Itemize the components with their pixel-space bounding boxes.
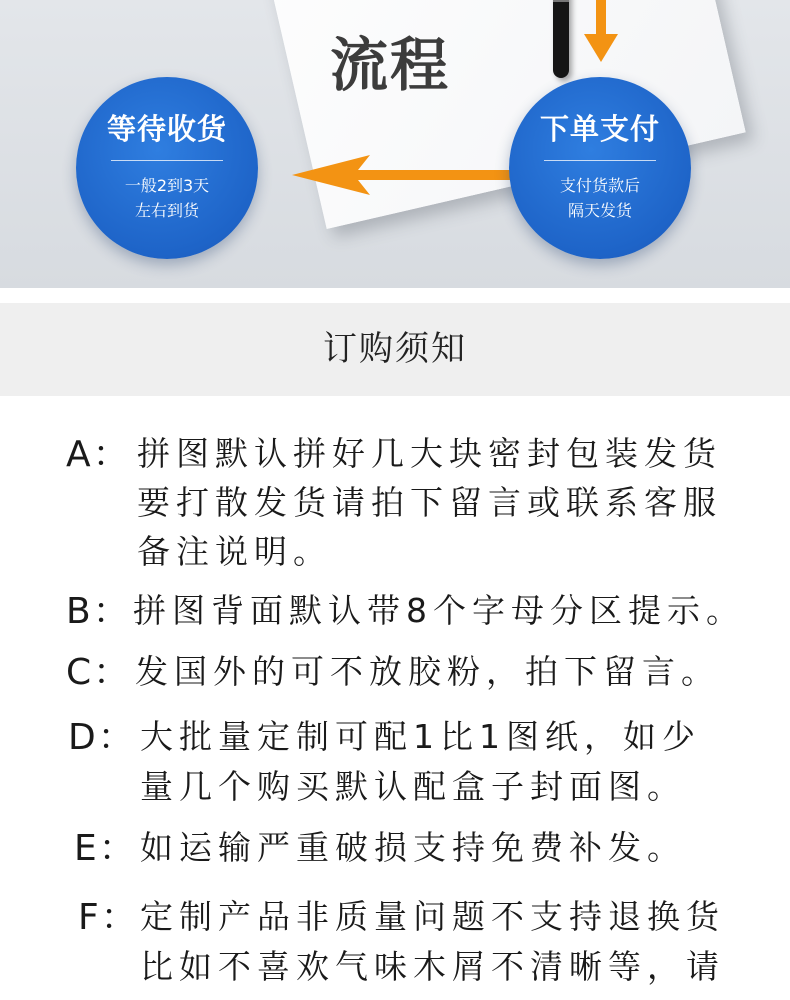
- step-title: 下单支付: [539, 112, 660, 146]
- item-line: 拼图默认拼好几大块密封包装发货: [137, 434, 722, 473]
- divider: [111, 160, 223, 161]
- item-line: 拼图背面默认带8个字母分区提示。: [133, 591, 745, 630]
- item-letter: E：: [74, 828, 137, 869]
- process-banner: [0, 0, 790, 288]
- step-order-pay: [509, 77, 691, 259]
- item-letter: D：: [68, 717, 136, 758]
- step-receive-goods: [76, 77, 258, 259]
- item-letter: F：: [78, 897, 139, 938]
- left-arrow-icon: [292, 153, 512, 197]
- item-letter: B：: [66, 591, 131, 632]
- step-title: 等待收货: [106, 112, 227, 146]
- item-line: 要打散发货请拍下留言或联系客服: [137, 483, 722, 522]
- item-line: 如运输严重破损支持免费补发。: [140, 828, 686, 867]
- notice-header: 订购须知: [0, 303, 790, 396]
- item-line: 发国外的可不放胶粉，拍下留言。: [135, 652, 720, 691]
- step-line: 一般2到3天: [124, 176, 210, 195]
- down-arrow-icon: [584, 0, 618, 62]
- banner-title: 流程: [329, 31, 450, 99]
- step-line: 隔天发货: [567, 201, 632, 220]
- step-line: 左右到货: [134, 201, 199, 220]
- item-letter: A：: [66, 434, 131, 475]
- item-line: 大批量定制可配1比1图纸，如少: [140, 717, 701, 756]
- item-letter: C：: [66, 652, 132, 693]
- pen-illustration: [553, 0, 569, 78]
- divider: [544, 160, 656, 161]
- item-line: 量几个购买默认配盒子封面图。: [140, 767, 686, 806]
- step-line: 支付货款后: [559, 176, 640, 195]
- item-line: 比如不喜欢气味木屑不清晰等，请: [140, 947, 725, 986]
- item-line: 定制产品非质量问题不支持退换货: [140, 897, 725, 936]
- item-line: 备注说明。: [137, 532, 332, 571]
